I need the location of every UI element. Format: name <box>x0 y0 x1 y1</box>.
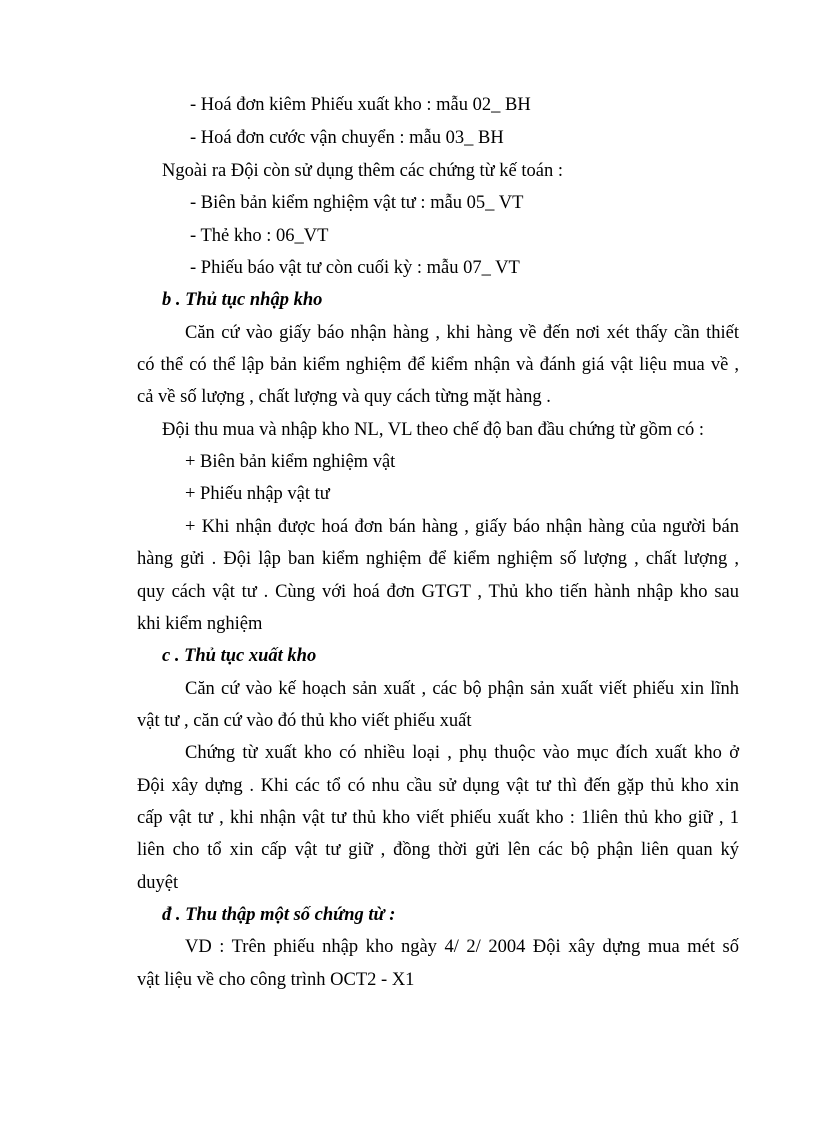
paragraph-line: + Khi nhận được hoá đơn bán hàng , giấy báo nhận hàng của người bán <box>185 517 739 537</box>
document-list-item: - Hoá đơn kiêm Phiếu xuất kho : mẫu 02_ BH <box>190 95 531 115</box>
paragraph-line: Đội xây dựng . Khi các tổ có nhu cầu sử dụng vật tư thì đến gặp thủ kho xin <box>137 776 739 796</box>
paragraph-line: duyệt <box>137 873 179 893</box>
paragraph-line: liên cho tổ xin cấp vật tư giữ , đồng thời gửi lên các bộ phận liên quan ký <box>137 840 739 860</box>
paragraph-line: có thể có thể lập bản kiểm nghiệm để kiểm nhận và đánh giá vật liệu mua về , <box>137 355 739 375</box>
paragraph-line: cả về số lượng , chất lượng và quy cách từng mặt hàng . <box>137 387 551 407</box>
paragraph-line: cấp vật tư , khi nhận vật tư thủ kho viết phiếu xuất kho : 1liên thủ kho giữ , 1 <box>137 808 739 828</box>
paragraph-line: Chứng từ xuất kho có nhiều loại , phụ thuộc vào mục đích xuất kho ở <box>185 743 739 763</box>
additional-intro: Ngoài ra Đội còn sử dụng thêm các chứng từ kế toán : <box>162 161 564 181</box>
paragraph-line: Đội thu mua và nhập kho NL, VL theo chế độ ban đầu chứng từ gồm có : <box>162 420 705 440</box>
paragraph-line: hàng gửi . Đội lập ban kiểm nghiệm để kiểm nghiệm số lượng , chất lượng , <box>137 549 739 569</box>
paragraph-line: Căn cứ vào giấy báo nhận hàng , khi hàng về đến nơi xét thấy cần thiết <box>185 323 739 343</box>
section-c-heading: c . Thủ tục xuất kho <box>162 646 317 666</box>
document-list-item: - Hoá đơn cước vận chuyển : mẫu 03_ BH <box>190 128 504 148</box>
additional-list-item: - Thẻ kho : 06_VT <box>190 226 329 246</box>
paragraph-line: vật tư , căn cứ vào đó thủ kho viết phiếu xuất <box>137 711 472 731</box>
paragraph-line: quy cách vật tư . Cùng với hoá đơn GTGT , Thủ kho tiến hành nhập kho sau <box>137 582 739 602</box>
paragraph-line: vật liệu về cho công trình OCT2 - X1 <box>137 970 415 990</box>
paragraph-line: VD : Trên phiếu nhập kho ngày 4/ 2/ 2004 Đội xây dựng mua mét số <box>185 937 739 957</box>
list-item: + Phiếu nhập vật tư <box>185 484 330 504</box>
additional-list-item: - Biên bản kiểm nghiệm vật tư : mẫu 05_ VT <box>190 193 524 213</box>
section-d-heading: đ . Thu thập một số chứng từ : <box>162 905 396 925</box>
additional-list-item: - Phiếu báo vật tư còn cuối kỳ : mẫu 07_ VT <box>190 258 520 278</box>
list-item: + Biên bản kiểm nghiệm vật <box>185 452 396 472</box>
paragraph-line: Căn cứ vào kế hoạch sản xuất , các bộ phận sản xuất viết phiếu xin lĩnh <box>185 679 739 699</box>
section-b-heading: b . Thủ tục nhập kho <box>162 290 323 310</box>
paragraph-line: khi kiểm nghiệm <box>137 614 263 634</box>
